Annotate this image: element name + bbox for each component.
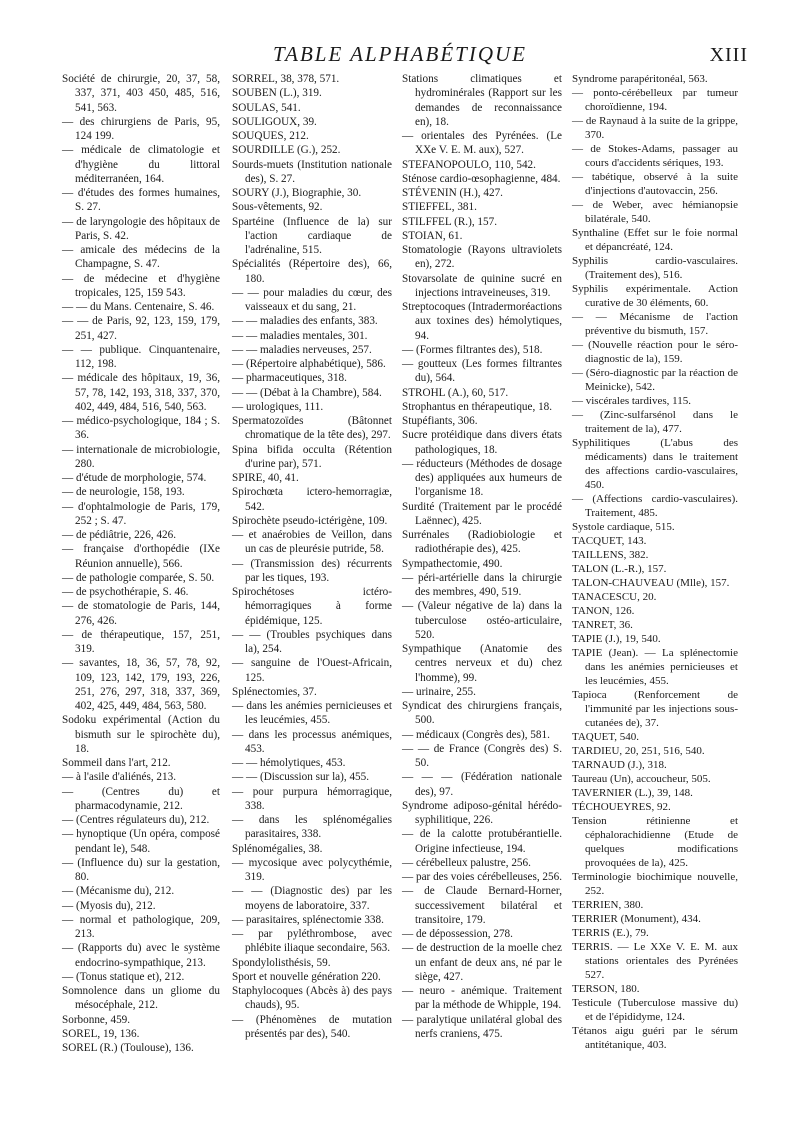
index-entry: Syndrome parapéritonéal, 563. <box>572 73 708 85</box>
index-entry: — — de Paris, 92, 123, 159, 179, 251, 427. <box>62 315 220 342</box>
index-entry: Spirochœta ictero-hemorragiæ, 542. <box>232 486 392 513</box>
index-entry: — (Phénomènes de mutation présentés par des), 540. <box>232 1013 392 1040</box>
index-entry: — de dépossession, 278. <box>402 928 513 940</box>
index-entry: Sport et nouvelle génération 220. <box>232 970 381 983</box>
index-entry: — de Raynaud à la suite de la grippe, 370. <box>572 115 738 141</box>
index-entry: — (Myosis du), 212. <box>62 899 156 912</box>
index-entry: Terminologie biochimique nouvelle, 252. <box>572 871 738 897</box>
index-entry: — de pathologie comparée, S. 50. <box>62 571 215 584</box>
index-entry: — — — (Fédération nationale des), 97. <box>402 771 562 798</box>
index-entry: SOUQUES, 212. <box>232 130 309 142</box>
index-entry: — et anaérobies de Veillon, dans un cas de pleurésie putride, 58. <box>232 529 392 556</box>
index-entry: — de destruction de la moelle chez un enfant de deux ans, né par le siège, 427. <box>402 942 562 983</box>
index-entry: Spondylolisthésis, 59. <box>232 956 331 969</box>
index-entry: — dans les anémies pernicieuses et les leucémies, 455. <box>232 700 392 727</box>
index-entry: Surrénales (Radiobiologie et radiothérapie des), 425. <box>402 529 562 556</box>
index-entry: — dans les splénomégalies parasitaires, 338. <box>232 814 392 841</box>
index-entry: Sourds-muets (Institution nationale des), S. 27. <box>232 158 392 185</box>
index-entry: Sucre protéidique dans divers états pathologiques, 18. <box>402 429 562 456</box>
running-title: TABLE ALPHABÉTIQUE <box>273 42 527 66</box>
index-entry: — amicale des médecins de la Champagne, S. 47. <box>62 244 220 271</box>
index-entry: — médicaux (Congrès des), 581. <box>402 728 550 741</box>
index-entry: — tabétique, observé à la suite d'injections d'autovaccin, 256. <box>572 171 738 197</box>
index-entry: STILFFEL (R.), 157. <box>402 215 497 228</box>
index-entry: TARDIEU, 20, 251, 516, 540. <box>572 745 705 757</box>
index-entry: STROHL (A.), 60, 517. <box>402 386 509 399</box>
index-entry: — réducteurs (Méthodes de dosage des) appliquées aux humeurs de l'organisme 18. <box>402 457 562 499</box>
index-entry: — viscérales tardives, 115. <box>572 395 692 407</box>
index-entry: — — maladies mentales, 301. <box>232 329 368 342</box>
index-entry: — (Répertoire alphabétique), 586. <box>232 358 386 370</box>
index-entry: — mycosique avec polycythémie, 319. <box>232 856 392 883</box>
index-entry: STOIAN, 61. <box>402 229 463 242</box>
index-entry: — de Weber, avec hémianopsie bilatérale, 540. <box>572 199 738 225</box>
index-entry: STIEFFEL, 381. <box>402 201 477 214</box>
index-entry: — de Stokes-Adams, passager au cours d'accidents sériques, 193. <box>572 143 738 169</box>
index-entry: Tétanos aigu guéri par le sérum antitétanique, 403. <box>572 1025 738 1051</box>
index-entry: — urinaire, 255. <box>402 685 476 698</box>
index-entry: Sommeil dans l'art, 212. <box>62 757 171 769</box>
index-entry: Sympathique (Anatomie des centres nerveux et du) chez l'homme), 99. <box>402 643 562 684</box>
index-entry: TERRIS (E.), 79. <box>572 927 649 939</box>
index-entry: Spina bifida occulta (Rétention d'urine par), 571. <box>232 443 392 470</box>
index-entry: — d'ophtalmologie de Paris, 179, 252 ; S. 47. <box>62 500 220 527</box>
index-entry: Stomatologie (Rayons ultraviolets en), 272. <box>402 244 562 271</box>
index-entry: Spécialités (Répertoire des), 66, 180. <box>232 258 392 285</box>
index-entry: — (Influence du) sur la gestation, 80. <box>62 856 220 883</box>
index-entry: — parasitaires, splénectomie 338. <box>232 913 384 926</box>
index-entry: — sanguine de l'Ouest-Africain, 125. <box>232 657 392 684</box>
index-entry: Spartéine (Influence de la) sur l'action cardiaque de l'adrénaline, 515. <box>232 215 392 256</box>
index-entry: — (Zinc-sulfarsénol dans le traitement de la), 477. <box>572 409 738 435</box>
index-entry: — — maladies des enfants, 383. <box>232 315 378 328</box>
index-entry: — de thérapeutique, 157, 251, 319. <box>62 628 220 655</box>
index-entry: TERRIER (Monument), 434. <box>572 913 701 925</box>
index-entry: — savantes, 18, 36, 57, 78, 92, 109, 123, 142, 179, 193, 226, 251, 276, 297, 318, 337, 369, 402, 425, 449, 484, 563, 580. <box>62 657 220 712</box>
index-entry: SOULIGOUX, 39. <box>232 115 317 128</box>
index-entry: Sorbonne, 459. <box>62 1013 131 1026</box>
index-entry: TALON (L.-R.), 157. <box>572 563 667 575</box>
index-entry: — (Formes filtrantes des), 518. <box>402 343 543 356</box>
index-entry: — internationale de microbiologie, 280. <box>62 443 220 470</box>
index-entry: — de laryngologie des hôpitaux de Paris, S. 42. <box>62 215 220 242</box>
index-entry: Taureau (Un), accoucheur, 505. <box>572 773 711 785</box>
index-entry: — — publique. Cinquantenaire, 112, 198. <box>62 343 220 370</box>
index-entry: TACQUET, 143. <box>572 535 647 547</box>
index-entry: — — du Mans. Centenaire, S. 46. <box>62 301 215 313</box>
index-entry: — goutteux (Les formes filtrantes du), 564. <box>402 358 562 385</box>
index-entry: Stupéfiants, 306. <box>402 415 478 427</box>
index-entry: — pharmaceutiques, 318. <box>232 372 347 385</box>
index-entry: TANON, 126. <box>572 605 635 617</box>
index-entry: — — (Diagnostic des) par les moyens de laboratoire, 337. <box>232 885 392 912</box>
index-entry: — des chirurgiens de Paris, 95, 124 199. <box>62 115 220 142</box>
index-entry: SOREL, 19, 136. <box>62 1027 140 1040</box>
index-entry: — à l'asile d'aliénés, 213. <box>62 771 177 784</box>
index-entry: — de Claude Bernard-Horner, successivement bilatéral et transitoire, 179. <box>402 885 562 926</box>
index-entry: — par pyléthrombose, avec phlébite iliaque secondaire, 563. <box>232 928 392 955</box>
index-entry: — de pédiâtrie, 226, 426. <box>62 529 177 541</box>
index-entry: Testicule (Tuberculose massive du) et de l'épididyme, 124. <box>572 997 738 1023</box>
index-entry: Strophantus en thérapeutique, 18. <box>402 400 553 413</box>
index-column-3 <box>402 72 562 1041</box>
index-entry: Streptocoques (Intradermoréactions aux toxines des) hémolytiques, 94. <box>402 301 562 342</box>
index-entry: — (Tonus statique et), 212. <box>62 970 185 983</box>
index-entry: Somnolence dans un gliome du mésocéphale, 212. <box>62 985 220 1012</box>
index-entry: — — hémolytiques, 453. <box>232 757 346 769</box>
index-entry: TAPIE (Jean). — La splénectomie dans les anémies pernicieuses et les leucémies, 455. <box>572 647 738 687</box>
index-entry: SOUBEN (L.), 319. <box>232 87 322 100</box>
index-entry: TERRIEN, 380. <box>572 899 644 911</box>
index-entry: STEFANOPOULO, 110, 542. <box>402 158 536 171</box>
index-entry: Tapioca (Renforcement de l'immunité par les injections sous-cutanées de), 37. <box>572 689 738 729</box>
index-entry: TAPIE (J.), 19, 540. <box>572 633 661 645</box>
index-entry: — normal et pathologique, 209, 213. <box>62 913 220 940</box>
index-column-2 <box>232 72 392 1041</box>
index-column-4 <box>572 72 738 1052</box>
index-entry: — de neurologie, 158, 193. <box>62 486 185 499</box>
index-entry: Splénectomies, 37. <box>232 685 317 698</box>
index-entry: STÉVENIN (H.), 427. <box>402 187 503 199</box>
index-entry: Syphilis expérimentale. Action curative de 30 éléments, 60. <box>572 283 738 309</box>
index-entry: — hynoptique (Un opéra, composé pendant le), 548. <box>62 828 220 855</box>
index-entry: — (Rapports du) avec le système endocrino-sympathique, 213. <box>62 942 220 969</box>
index-entry: Staphylocoques (Abcès à) des pays chauds), 95. <box>232 985 392 1012</box>
index-entry: — paralytique unilatéral global des nerfs craniens, 475. <box>402 1013 562 1040</box>
index-entry: — péri-artérielle dans la chirurgie des membres, 490, 519. <box>402 571 562 598</box>
index-column-1 <box>62 72 220 1055</box>
index-entry: Spirochétoses ictéro-hémorragiques à forme épidémique, 125. <box>232 586 392 627</box>
index-entry: — de stomatologie de Paris, 144, 276, 426. <box>62 600 220 627</box>
index-entry: — — (Troubles psychiques dans la), 254. <box>232 628 392 655</box>
index-entry: — d'études des formes humaines, S. 27. <box>62 187 220 214</box>
index-entry: — (Centres du) et pharmacodynamie, 212. <box>62 785 220 812</box>
index-entry: — cérébelleux palustre, 256. <box>402 856 531 869</box>
index-entry: Sténose cardio-œsophagienne, 484. <box>402 172 561 185</box>
index-entry: SORREL, 38, 378, 571. <box>232 73 340 85</box>
index-entry: Sous-vêtements, 92. <box>232 201 323 214</box>
index-entry: Spermatozoïdes (Bâtonnet chromatique de la tête des), 297. <box>232 415 392 442</box>
index-entry: Splénomégalies, 38. <box>232 842 323 855</box>
index-entry: TAILLENS, 382. <box>572 549 649 561</box>
index-entry: — française d'orthopédie (IXe Réunion annuelle), 566. <box>62 543 220 570</box>
index-entry: — de psychothérapie, S. 46. <box>62 586 189 598</box>
index-entry: — urologiques, 111. <box>232 400 324 413</box>
index-entry: — (Mécanisme du), 212. <box>62 885 175 898</box>
index-entry: — médico-psychologique, 184 ; S. 36. <box>62 415 220 442</box>
index-entry: SOREL (R.) (Toulouse), 136. <box>62 1042 194 1054</box>
index-entry: TARNAUD (J.), 318. <box>572 759 667 771</box>
index-entry: — (Centres régulateurs du), 212. <box>62 814 210 826</box>
index-entry: — — Mécanisme de l'action préventive du bismuth, 157. <box>572 311 738 337</box>
index-entry: — (Valeur négative de la) dans la tuberculose ostéo-articulaire, 520. <box>402 600 562 641</box>
index-entry: — (Transmission des) récurrents par les tiques, 193. <box>232 557 392 584</box>
index-entry: — — de France (Congrès des) S. 50. <box>402 742 562 769</box>
index-entry: Stations climatiques et hydrominérales (Rapport sur les demandes de reconnaissance en), 18. <box>402 73 562 128</box>
index-entry: TAVERNIER (L.), 39, 148. <box>572 787 693 799</box>
index-entry: — orientales des Pyrénées. (Le XXe V. E. M. aux), 527. <box>402 130 562 157</box>
index-entry: Systole cardiaque, 515. <box>572 521 675 533</box>
index-entry: — médicale des hôpitaux, 19, 36, 57, 78, 142, 193, 318, 337, 370, 402, 449, 484, 516, 540, 563. <box>62 372 220 413</box>
index-entry: — de la calotte protubérantielle. Origine infectieuse, 194. <box>402 828 562 855</box>
index-entry: Syphilitiques (L'abus des médicaments) dans le traitement des affections cardio-vasculaires, 450. <box>572 437 738 491</box>
index-entry: — d'étude de morphologie, 574. <box>62 472 207 484</box>
index-entry: TAQUET, 540. <box>572 731 640 743</box>
index-entry: — neuro - anémique. Traitement par la méthode de Whipple, 194. <box>402 985 562 1012</box>
index-entry: — (Séro-diagnostic par la réaction de Meinicke), 542. <box>572 367 738 393</box>
index-entry: Synthaline (Effet sur le foie normal et dépancréaté, 124. <box>572 227 738 253</box>
index-entry: Syndicat des chirurgiens français, 500. <box>402 700 562 727</box>
page-number: XIII <box>709 44 748 66</box>
index-entry: — pour purpura hémorragique, 338. <box>232 785 392 812</box>
index-entry: SOURDILLE (G.), 252. <box>232 144 341 157</box>
index-entry: SOURY (J.), Biographie, 30. <box>232 187 362 199</box>
index-entry: TALON-CHAUVEAU (Mlle), 157. <box>572 577 730 589</box>
index-entry: TERRIS. — Le XXe V. E. M. aux stations orientales des Pyrénées 527. <box>572 941 738 981</box>
index-entry: — par des voies cérébelleuses, 256. <box>402 871 562 883</box>
index-entry: Tension rétinienne et céphalorachidienne (Etude de quelques modifications provoquées de la), 425. <box>572 815 738 869</box>
index-entry: Spirochète pseudo-ictérigène, 109. <box>232 514 388 527</box>
index-entry: — — maladies nerveuses, 257. <box>232 343 372 356</box>
index-entry: — de médecine et d'hygiène tropicales, 125, 159 543. <box>62 272 220 299</box>
index-entry: Surdité (Traitement par le procédé Laënnec), 425. <box>402 500 562 527</box>
index-entry: TANRET, 36. <box>572 619 633 631</box>
index-entry: — (Nouvelle réaction pour le séro-diagnostic de la), 159. <box>572 339 738 365</box>
index-entry: SPIRE, 40, 41. <box>232 472 299 484</box>
index-entry: — (Affections cardio-vasculaires). Traitement, 485. <box>572 493 738 519</box>
index-entry: — dans les processus anémiques, 453. <box>232 728 392 755</box>
index-entry: Sodoku expérimental (Action du bismuth sur le spirochète du), 18. <box>62 714 220 755</box>
index-entry: Société de chirurgie, 20, 37, 58, 337, 371, 403 450, 485, 516, 541, 563. <box>62 73 220 114</box>
index-entry: — — (Discussion sur la), 455. <box>232 771 370 784</box>
index-entry: — ponto-cérébelleux par tumeur choroïdienne, 194. <box>572 87 738 113</box>
index-entry: Stovarsolate de quinine sucré en injections intraveineuses, 319. <box>402 272 562 299</box>
index-entry: — — (Débat à la Chambre), 584. <box>232 386 382 399</box>
index-entry: Syphilis cardio-vasculaires. (Traitement des), 516. <box>572 255 738 281</box>
index-entry: — — pour maladies du cœur, des vaisseaux et du sang, 21. <box>232 286 392 313</box>
index-entry: TERSON, 180. <box>572 983 640 995</box>
index-entry: TÉCHOUEYRES, 92. <box>572 801 671 813</box>
index-entry: Syndrome adiposo-génital hérédo-syphilitique, 226. <box>402 799 562 826</box>
index-entry: Sympathectomie, 490. <box>402 557 503 570</box>
index-entry: TANACESCU, 20. <box>572 591 657 603</box>
index-entry: SOULAS, 541. <box>232 101 301 114</box>
index-entry: — médicale de climatologie et d'hygiène du littoral méditerranéen, 164. <box>62 144 220 185</box>
